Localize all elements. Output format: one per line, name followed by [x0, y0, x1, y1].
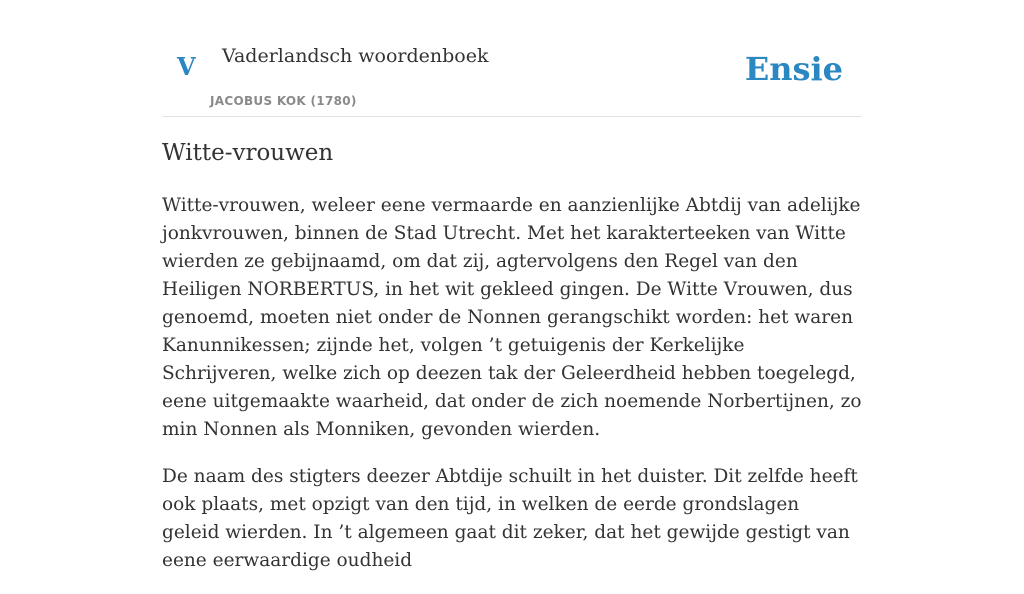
entry-title: Witte-vrouwen — [162, 140, 334, 166]
entry-paragraph: De naam des stigters deezer Abtdije schuilt in het duister. Dit zelfde heeft ook plaats, met opzigt van den tijd, in welken de eerde grondslagen geleid wierden. In ’t algemeen gaat dit zeker, dat het gewijde gestigt van eene eerwaardige oudheid — [162, 466, 858, 571]
entry-body — [162, 192, 862, 594]
ensie-logo[interactable]: Ensie — [744, 50, 843, 88]
page — [162, 0, 862, 571]
entry-paragraph: Witte-vrouwen, weleer eene vermaarde en aanzienlijke Abtdij van adelijke jonkvrouwen, binnen de Stad Utrecht. Met het karakterteeken van Witte wierden ze gebijnaamd, om dat zij, agtervolgens den Regel van den Heiligen NORBERTUS, in het wit gekleed gingen. De Witte Vrouwen, dus genoemd, moeten niet onder de Nonnen gerangschikt worden: het waren Kanunnikessen; zijnde het, volgen ’t getuigenis der Kerkelijke Schrijveren, welke zich op deezen tak der Geleerdheid hebben toegelegd, eene uitgemaakte waarheid, dat onder de zich noemende Norbertijnen, zo min Nonnen als Monniken, gevonden wierden. — [162, 195, 862, 440]
book-author: JACOBUS KOK (1780) — [210, 94, 357, 108]
header — [162, 0, 862, 117]
book-title-link[interactable]: Vaderlandsch woordenboek — [222, 45, 489, 67]
book-letter-badge[interactable]: V — [177, 52, 196, 81]
